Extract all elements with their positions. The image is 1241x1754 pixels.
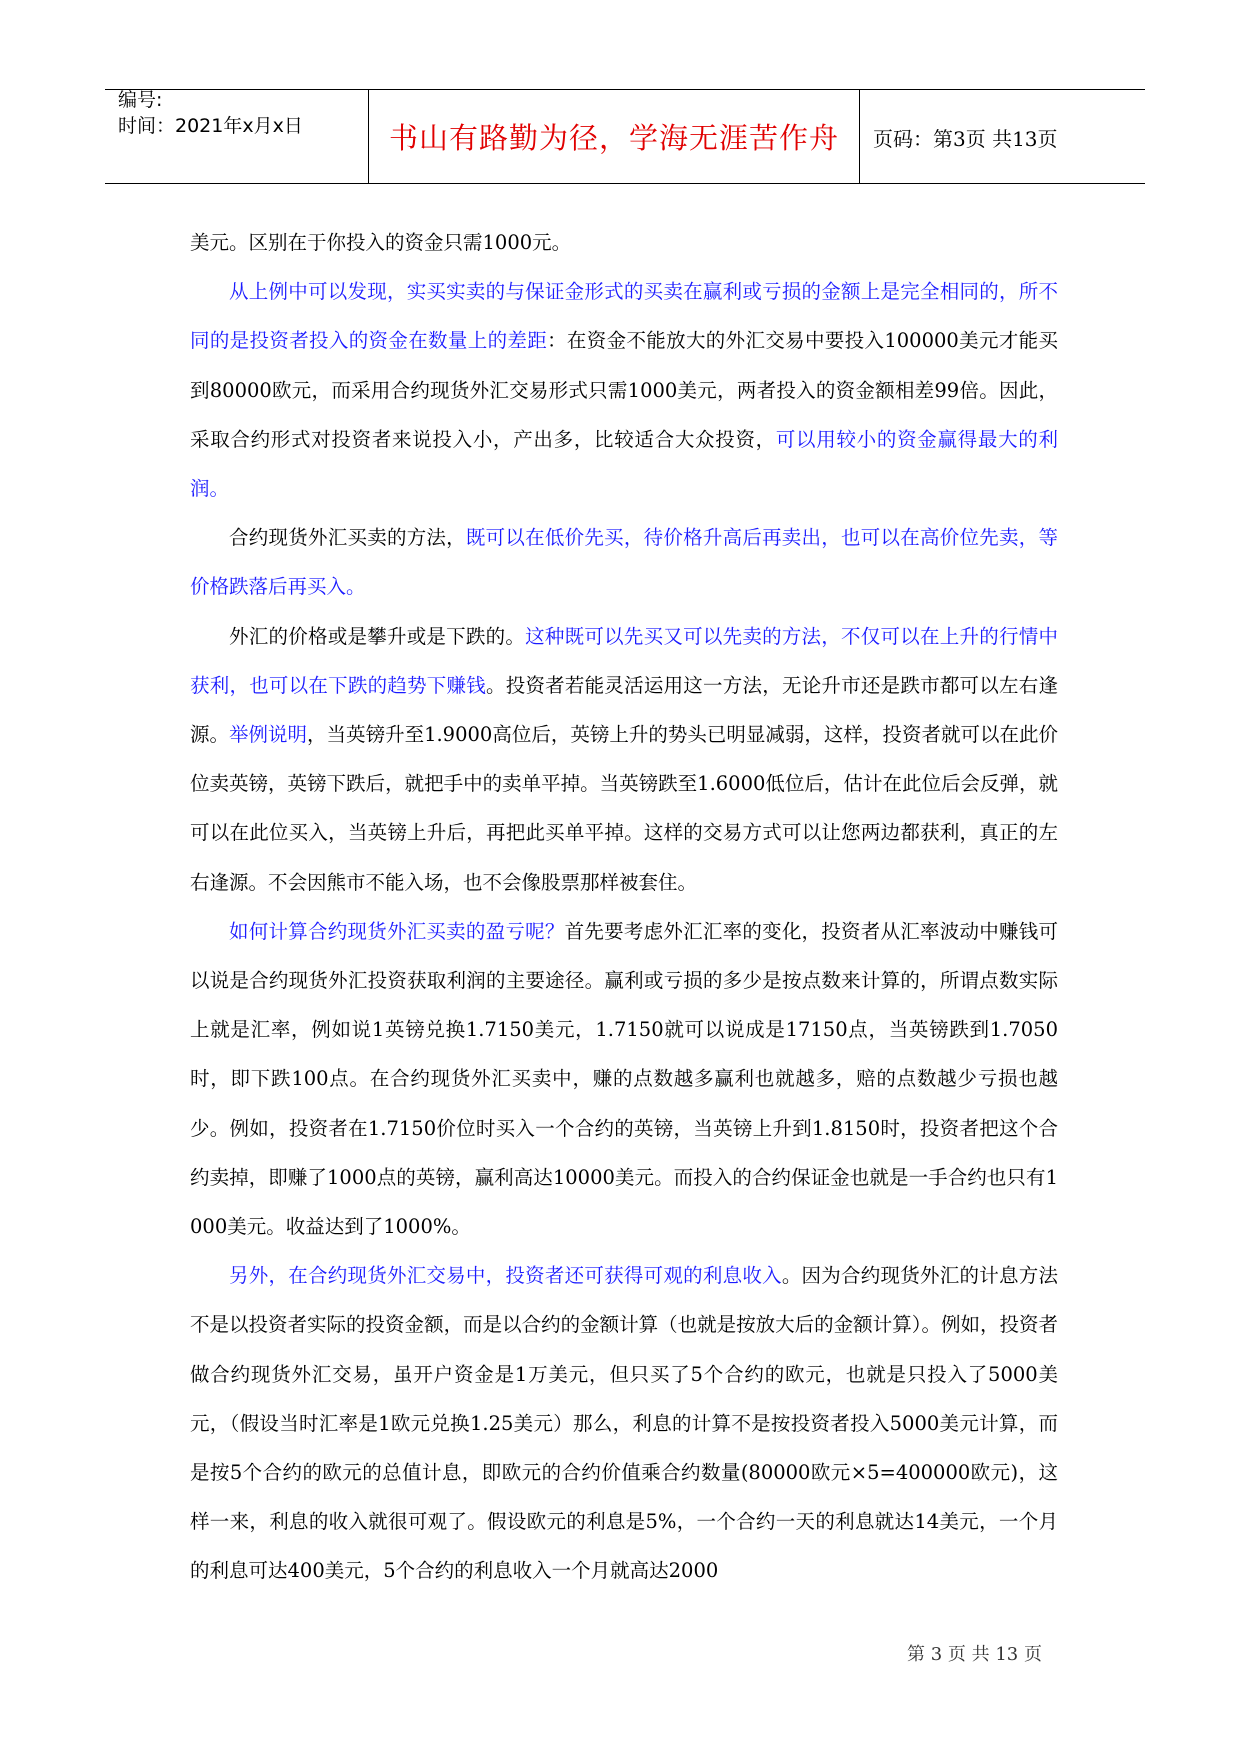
text-segment: ，当英镑升至1.9000高位后，英镑上升的势头已明显减弱，这样，投资者就可以在此价位卖英镑，英镑下跌后，就把手中的卖单平掉。当英镑跌至1.6000低位后，估计在此位后会反弹，就可以在此位买入，当英镑上升后，再把此买单平掉。这样的交易方式可以让您两边都获利，真正的左右逢源。不会因熊市不能入场，也不会像股票那样被套住。 bbox=[190, 723, 1058, 894]
text-segment: 合约现货外汇买卖的方法， bbox=[229, 526, 466, 550]
highlighted-text: 另外，在合约现货外汇交易中，投资者还可获得可观的利息收入 bbox=[229, 1264, 782, 1288]
paragraph bbox=[190, 513, 1058, 611]
text-segment: 首先要考虑外汇汇率的变化，投资者从汇率波动中赚钱可以说是合约现货外汇投资获取利润的主要途径。赢利或亏损的多少是按点数来计算的，所谓点数实际上就是汇率，例如说1英镑兑换1.7150美元，1.7150就可以说成是17150点，当英镑跌到1.7050时，即下跌100点。在合约现货外汇买卖中，赚的点数越多赢利也就越多，赔的点数越少亏损也越少。例如，投资者在1.7150价位时买入一个合约的英镑，当英镑上升到1.8150时，投资者把这个合约卖掉，即赚了1000点的英镑，赢利高达10000美元。而投入的合约保证金也就是一手合约也只有1000美元。收益达到了1000%。 bbox=[190, 919, 1058, 1239]
page-code: 页码：第3页 共13页 bbox=[873, 127, 1058, 151]
text-segment: 。投资者若能灵活运用这一方法，无论升市还是跌市都可以左右逢源。 bbox=[190, 673, 1058, 747]
paragraph bbox=[190, 907, 1058, 1251]
paragraph bbox=[190, 612, 1058, 907]
serial-number-label: 编号: bbox=[118, 89, 163, 111]
text-segment: 。因为合约现货外汇的计息方法不是以投资者实际的投资金额，而是以合约的金额计算（也就是按放大后的金额计算）。例如，投资者做合约现货外汇交易，虽开户资金是1万美元，但只买了5个合约的欧元，也就是只投入了5000美元，（假设当时汇率是1欧元兑换1.25美元）那么，利息的计算不是按投资者投入5000美元计算，而是按5个合约的欧元的总值计息，即欧元的合约价值乘合约数量(80000欧元×5=400000欧元)，这样一来，利息的收入就很可观了。假设欧元的利息是5%，一个合约一天的利息就达14美元，一个月的利息可达400美元，5个合约的利息收入一个月就高达2000 bbox=[190, 1264, 1058, 1583]
highlighted-text: 从上例中可以发现，实买实卖的与保证金形式的买卖在赢利或亏损的金额上是完全相同的，所不同的是投资者投入的资金在数量上的差距 bbox=[190, 280, 1058, 353]
text-segment: ：在资金不能放大的外汇交易中要投入100000美元才能买到80000欧元，而采用合约现货外汇交易形式只需1000美元，两者投入的资金额相差99倍。因此，采取合约形式对投资者来说投入小，产出多，比较适合大众投资， bbox=[190, 329, 1058, 451]
page-header bbox=[105, 89, 1145, 184]
highlighted-text: 如何计算合约现货外汇买卖的盈亏呢？ bbox=[229, 919, 565, 943]
header-info-cell bbox=[105, 90, 368, 183]
document-body bbox=[190, 218, 1058, 1596]
paragraph bbox=[190, 1251, 1058, 1595]
highlighted-text: 举例说明 bbox=[229, 723, 308, 747]
highlighted-text: 可以用较小的资金赢得最大的利润。 bbox=[190, 427, 1058, 501]
paragraph bbox=[190, 218, 1058, 267]
header-page-cell bbox=[860, 90, 1145, 183]
highlighted-text: 既可以在低价先买，待价格升高后再卖出，也可以在高价位先卖，等价格跌落后再买入。 bbox=[190, 526, 1058, 599]
page-footer: 第 3 页 共 13 页 bbox=[907, 1644, 1042, 1665]
time-label: 时间：2021年x月x日 bbox=[118, 115, 303, 137]
header-motto-cell bbox=[368, 90, 860, 183]
motto-title: 书山有路勤为径，学海无涯苦作舟 bbox=[388, 121, 839, 155]
text-segment: 美元。区别在于你投入的资金只需1000元。 bbox=[190, 231, 572, 254]
text-segment: 外汇的价格或是攀升或是下跌的。 bbox=[229, 624, 526, 648]
highlighted-text: 这种既可以先买又可以先卖的方法，不仅可以在上升的行情中获利，也可以在下跌的趋势下赚钱 bbox=[190, 624, 1058, 697]
paragraph bbox=[190, 267, 1058, 513]
